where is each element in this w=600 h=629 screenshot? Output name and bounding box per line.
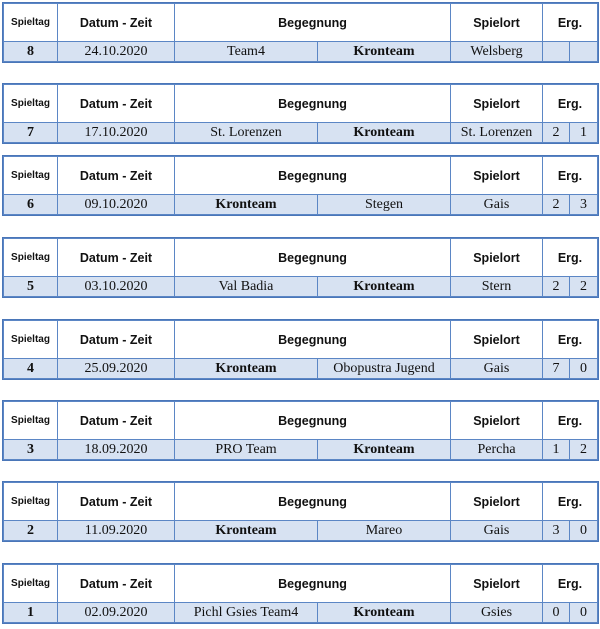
away-team-cell: Kronteam (318, 603, 451, 623)
date-cell: 24.10.2020 (58, 42, 175, 62)
venue-header: Spielort (451, 321, 543, 359)
header-row (4, 565, 598, 603)
header-row (4, 483, 598, 521)
home-score-cell: 2 (543, 277, 570, 297)
match-row (4, 603, 598, 623)
result-header: Erg. (543, 4, 598, 42)
matchday-cell: 5 (4, 277, 58, 297)
home-score-cell: 1 (543, 440, 570, 460)
home-team-cell: Val Badia (175, 277, 318, 297)
match-block (3, 564, 597, 623)
away-team-cell: Kronteam (318, 123, 451, 143)
header-row (4, 85, 598, 123)
result-header: Erg. (543, 483, 598, 521)
match-table (3, 320, 598, 379)
home-score-cell: 2 (543, 195, 570, 215)
datetime-header: Datum - Zeit (58, 565, 175, 603)
result-header: Erg. (543, 565, 598, 603)
match-table (3, 401, 598, 460)
venue-header: Spielort (451, 565, 543, 603)
date-cell: 18.09.2020 (58, 440, 175, 460)
result-header: Erg. (543, 402, 598, 440)
venue-header: Spielort (451, 157, 543, 195)
home-score-cell (543, 42, 570, 62)
venue-cell: Welsberg (451, 42, 543, 62)
home-team-cell: PRO Team (175, 440, 318, 460)
away-team-cell: Obopustra Jugend (318, 359, 451, 379)
home-score-cell: 7 (543, 359, 570, 379)
matchday-cell: 1 (4, 603, 58, 623)
datetime-header: Datum - Zeit (58, 157, 175, 195)
match-block (3, 238, 597, 297)
match-block (3, 84, 597, 143)
away-score-cell: 0 (570, 603, 598, 623)
away-score-cell: 0 (570, 359, 598, 379)
match-block (3, 482, 597, 541)
fixture-header: Begegnung (175, 565, 451, 603)
venue-cell: Gais (451, 195, 543, 215)
date-cell: 02.09.2020 (58, 603, 175, 623)
datetime-header: Datum - Zeit (58, 483, 175, 521)
away-score-cell: 0 (570, 521, 598, 541)
venue-cell: Gais (451, 359, 543, 379)
datetime-header: Datum - Zeit (58, 239, 175, 277)
fixture-header: Begegnung (175, 402, 451, 440)
date-cell: 25.09.2020 (58, 359, 175, 379)
matchday-header: Spieltag (4, 402, 58, 440)
matchday-header: Spieltag (4, 85, 58, 123)
away-team-cell: Mareo (318, 521, 451, 541)
away-score-cell: 1 (570, 123, 598, 143)
fixture-header: Begegnung (175, 321, 451, 359)
match-block (3, 3, 597, 62)
matchday-header: Spieltag (4, 4, 58, 42)
matchday-cell: 6 (4, 195, 58, 215)
away-team-cell: Stegen (318, 195, 451, 215)
home-score-cell: 3 (543, 521, 570, 541)
venue-header: Spielort (451, 239, 543, 277)
fixture-header: Begegnung (175, 4, 451, 42)
home-team-cell: Kronteam (175, 359, 318, 379)
date-cell: 03.10.2020 (58, 277, 175, 297)
home-team-cell: Pichl Gsies Team4 (175, 603, 318, 623)
match-row (4, 359, 598, 379)
match-row (4, 195, 598, 215)
away-score-cell: 2 (570, 277, 598, 297)
match-block (3, 401, 597, 460)
fixture-header: Begegnung (175, 239, 451, 277)
datetime-header: Datum - Zeit (58, 85, 175, 123)
away-team-cell: Kronteam (318, 42, 451, 62)
home-team-cell: Kronteam (175, 521, 318, 541)
header-row (4, 157, 598, 195)
matchday-cell: 7 (4, 123, 58, 143)
venue-cell: Gsies (451, 603, 543, 623)
venue-cell: St. Lorenzen (451, 123, 543, 143)
home-team-cell: St. Lorenzen (175, 123, 318, 143)
away-team-cell: Kronteam (318, 277, 451, 297)
result-header: Erg. (543, 85, 598, 123)
home-score-cell: 0 (543, 603, 570, 623)
header-row (4, 402, 598, 440)
date-cell: 17.10.2020 (58, 123, 175, 143)
matchday-cell: 8 (4, 42, 58, 62)
result-header: Erg. (543, 321, 598, 359)
venue-header: Spielort (451, 483, 543, 521)
matchday-header: Spieltag (4, 483, 58, 521)
match-table (3, 3, 598, 62)
matchday-cell: 4 (4, 359, 58, 379)
header-row (4, 239, 598, 277)
home-team-cell: Team4 (175, 42, 318, 62)
venue-cell: Gais (451, 521, 543, 541)
away-score-cell (570, 42, 598, 62)
match-table (3, 156, 598, 215)
matchday-cell: 2 (4, 521, 58, 541)
venue-cell: Percha (451, 440, 543, 460)
fixture-header: Begegnung (175, 85, 451, 123)
home-team-cell: Kronteam (175, 195, 318, 215)
datetime-header: Datum - Zeit (58, 402, 175, 440)
header-row (4, 4, 598, 42)
matchday-header: Spieltag (4, 565, 58, 603)
fixture-header: Begegnung (175, 483, 451, 521)
match-table (3, 238, 598, 297)
matchday-cell: 3 (4, 440, 58, 460)
matchday-header: Spieltag (4, 157, 58, 195)
fixture-header: Begegnung (175, 157, 451, 195)
date-cell: 11.09.2020 (58, 521, 175, 541)
matchday-header: Spieltag (4, 321, 58, 359)
match-row (4, 440, 598, 460)
match-table (3, 84, 598, 143)
header-row (4, 321, 598, 359)
match-block (3, 156, 597, 215)
match-table (3, 482, 598, 541)
home-score-cell: 2 (543, 123, 570, 143)
match-row (4, 277, 598, 297)
date-cell: 09.10.2020 (58, 195, 175, 215)
venue-header: Spielort (451, 85, 543, 123)
matchday-header: Spieltag (4, 239, 58, 277)
venue-header: Spielort (451, 402, 543, 440)
datetime-header: Datum - Zeit (58, 321, 175, 359)
datetime-header: Datum - Zeit (58, 4, 175, 42)
result-header: Erg. (543, 239, 598, 277)
away-score-cell: 2 (570, 440, 598, 460)
away-score-cell: 3 (570, 195, 598, 215)
match-row (4, 42, 598, 62)
venue-header: Spielort (451, 4, 543, 42)
match-table (3, 564, 598, 623)
venue-cell: Stern (451, 277, 543, 297)
match-row (4, 521, 598, 541)
match-row (4, 123, 598, 143)
match-block (3, 320, 597, 379)
away-team-cell: Kronteam (318, 440, 451, 460)
result-header: Erg. (543, 157, 598, 195)
